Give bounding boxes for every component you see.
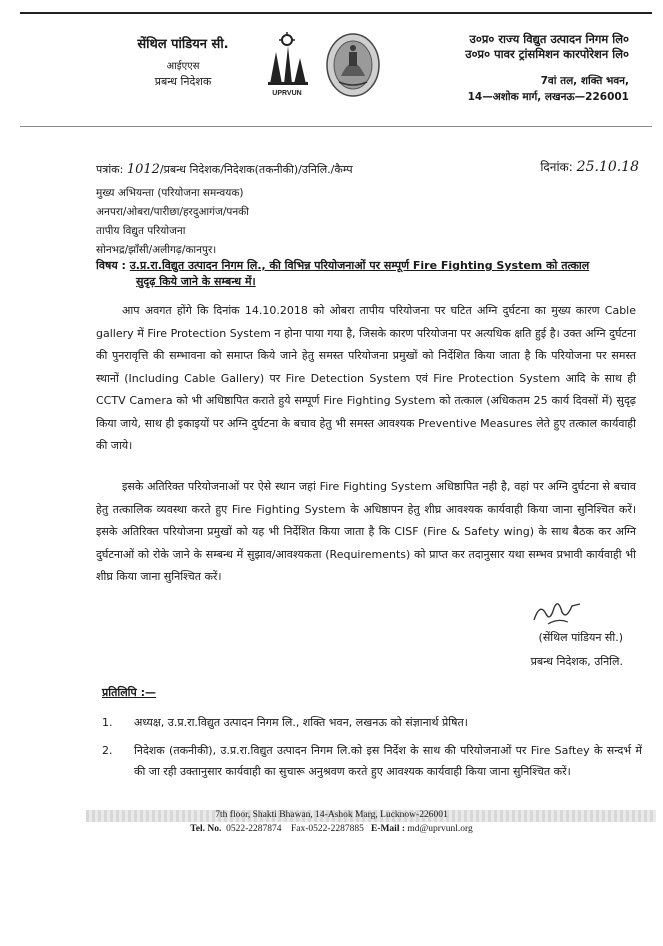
top-rule [20,12,652,14]
footer-fax: Fax-0522-2287885 [291,824,364,834]
org-address-2: 14—अशोक मार्ग, लखनऊ—226001 [467,91,629,103]
recipient-line: सोनभद्र/झाँसी/अलीगढ़/कानपुर। [96,244,217,256]
footer-tel: 0522-2287874 [226,824,282,834]
cc-item-text: निदेशक (तकनीकी), उ.प्र.रा.विद्युत उत्पादन निगम लि.को इस निर्देश के साथ की परियोजनाओं पर Fire Saftey के सन्दर्भ में की जा रही उक्तानुसार कार्यवाही का सुचारू अनुश्रवण करते हुए आवश्यक कार्यवाही किया जाना सुनिश्चित करें। [134,744,642,778]
sender-qualification: आईएएस [166,61,200,72]
date-line [540,158,639,175]
subject-text-2: सुदृढ़ किये जाने के सम्बन्ध में। [136,275,256,288]
org-name-2: उ०प्र० पावर ट्रांसमिशन कारपोरेशन लि० [465,47,629,61]
body-paragraph-2: इसके अतिरिक्त परियोजनाओं पर ऐसे स्थान जहां Fire Fighting System अधिष्ठापित नही है, वहां पर अग्नि दुर्घटना से बचाव हेतु तत्कालिक व्यवस्था करते हुए Fire Fighting System के अधिष्ठापन हेतु शीघ्र आवश्यक कार्यवाही किया जाना सुनिश्चित करें। इसके अतिरिक्त परियोजना प्रमुखों को यह भी निर्देशित किया जाता है कि CISF (Fire & Safety wing) के साथ बैठक कर अग्नि दुर्घटनाओं को रोके जाने के सम्बन्ध में सुझाव/आवश्यकता (Requirements) को प्राप्त कर तदानुसार यथा सम्भव प्रभावी कार्यवाही भी शीघ्र किया जाना सुनिश्चित करें। [96,480,636,583]
cc-item-text: अध्यक्ष, उ.प्र.रा.विद्युत उत्पादन निगम लि., शक्ति भवन, लखनऊ को संज्ञानार्थ प्रेषित। [134,716,468,729]
body-paragraph-1: आप अवगत होंगे कि दिनांक 14.10.2018 को ओबरा तापीय परियोजना पर घटित अग्नि दुर्घटना का मुख्य कारण Cable gallery में Fire Protection System न होना पाया गया है, जिसके कारण परियोजना पर अत्यधिक क्षति हुई है। उक्त अग्नि दुर्घटना की पुनरावृत्ति की सम्भावना को समाप्त किये जाने हेतु समस्त परियोजना प्रमुखों को निर्देशित किया जाता है कि परियोजना पर समस्त स्थानों (Including Cable Gallery) पर Fire Detection System एवं Fire Protection System आदि के साथ ही CCTV Camera को भी अधिष्ठापित कराते हुये सम्पूर्ण Fire Fighting System को तत्काल (अधिकतम 25 कार्य दिवसों में) सुदृढ़ किया जाये, साथ ही इकाइयों पर अग्नि दुर्घटना के बचाव हेतु भी समस्त आवश्यक Preventive Measures लेते हुए तत्काल कार्यवाही की जाये। [96,304,636,452]
organisation-block [465,32,629,104]
cc-heading: प्रतिलिपि :— [102,686,157,699]
ref-label: पत्रांक: [96,163,124,176]
emblem-seal [325,32,381,98]
logo-caption: UPRVUN [272,90,302,97]
org-address-1: 7वां तल, शक्ति भवन, [540,75,629,87]
recipient-line: मुख्य अभियन्ता (परियोजना समन्वयक) [96,187,244,199]
org-name-1: उ०प्र० राज्य विद्युत उत्पादन निगम लि० [469,32,629,46]
ref-suffix: /प्रबन्ध निदेशक/निदेशक(तकनीकी)/उनिलि./कैम्प [159,163,353,176]
footer-email-label: E-Mail : [370,824,406,834]
date-label: दिनांक: [540,160,573,174]
date-value: 25.10.18 [576,159,639,175]
footer-address: 7th floor, Shakti Bhawan, 14-Ashok Marg, Lucknow-226001 [215,810,448,820]
ref-number: 1012 [126,162,160,177]
header-rule [20,126,652,127]
signatory-name: (सेंथिल पांडियन सी.) [538,631,623,644]
subject-text-1: उ.प्र.रा.विद्युत उत्पादन निगम लि., की विभिन्न परियोजनाओं पर सम्पूर्ण Fire Fighting System को तत्काल [129,259,590,272]
sender-name: सेंथिल पांडियन सी. [137,37,229,52]
recipient-block [96,184,249,260]
signature-mark [528,596,588,628]
cc-item-number: 1. [102,716,113,729]
recipient-line: तापीय विद्युत परियोजना [96,225,186,237]
subject-block [96,258,636,290]
reference-line [96,162,353,177]
subject-label: विषय : [96,259,126,272]
uprvun-logo [262,32,312,98]
footer-tel-label: Tel. No. [190,824,222,834]
footer-email: md@uprvunl.org [407,824,473,834]
sender-designation: प्रबन्ध निदेशक [154,75,212,88]
signatory-designation: प्रबन्ध निदेशक, उनिलि. [530,655,623,668]
sender-block [108,34,258,89]
footer-contact [0,824,663,834]
cc-item-number: 2. [102,744,113,757]
recipient-line: अनपरा/ओबरा/पारीछा/हरदुआगंज/पनकी [96,206,249,218]
